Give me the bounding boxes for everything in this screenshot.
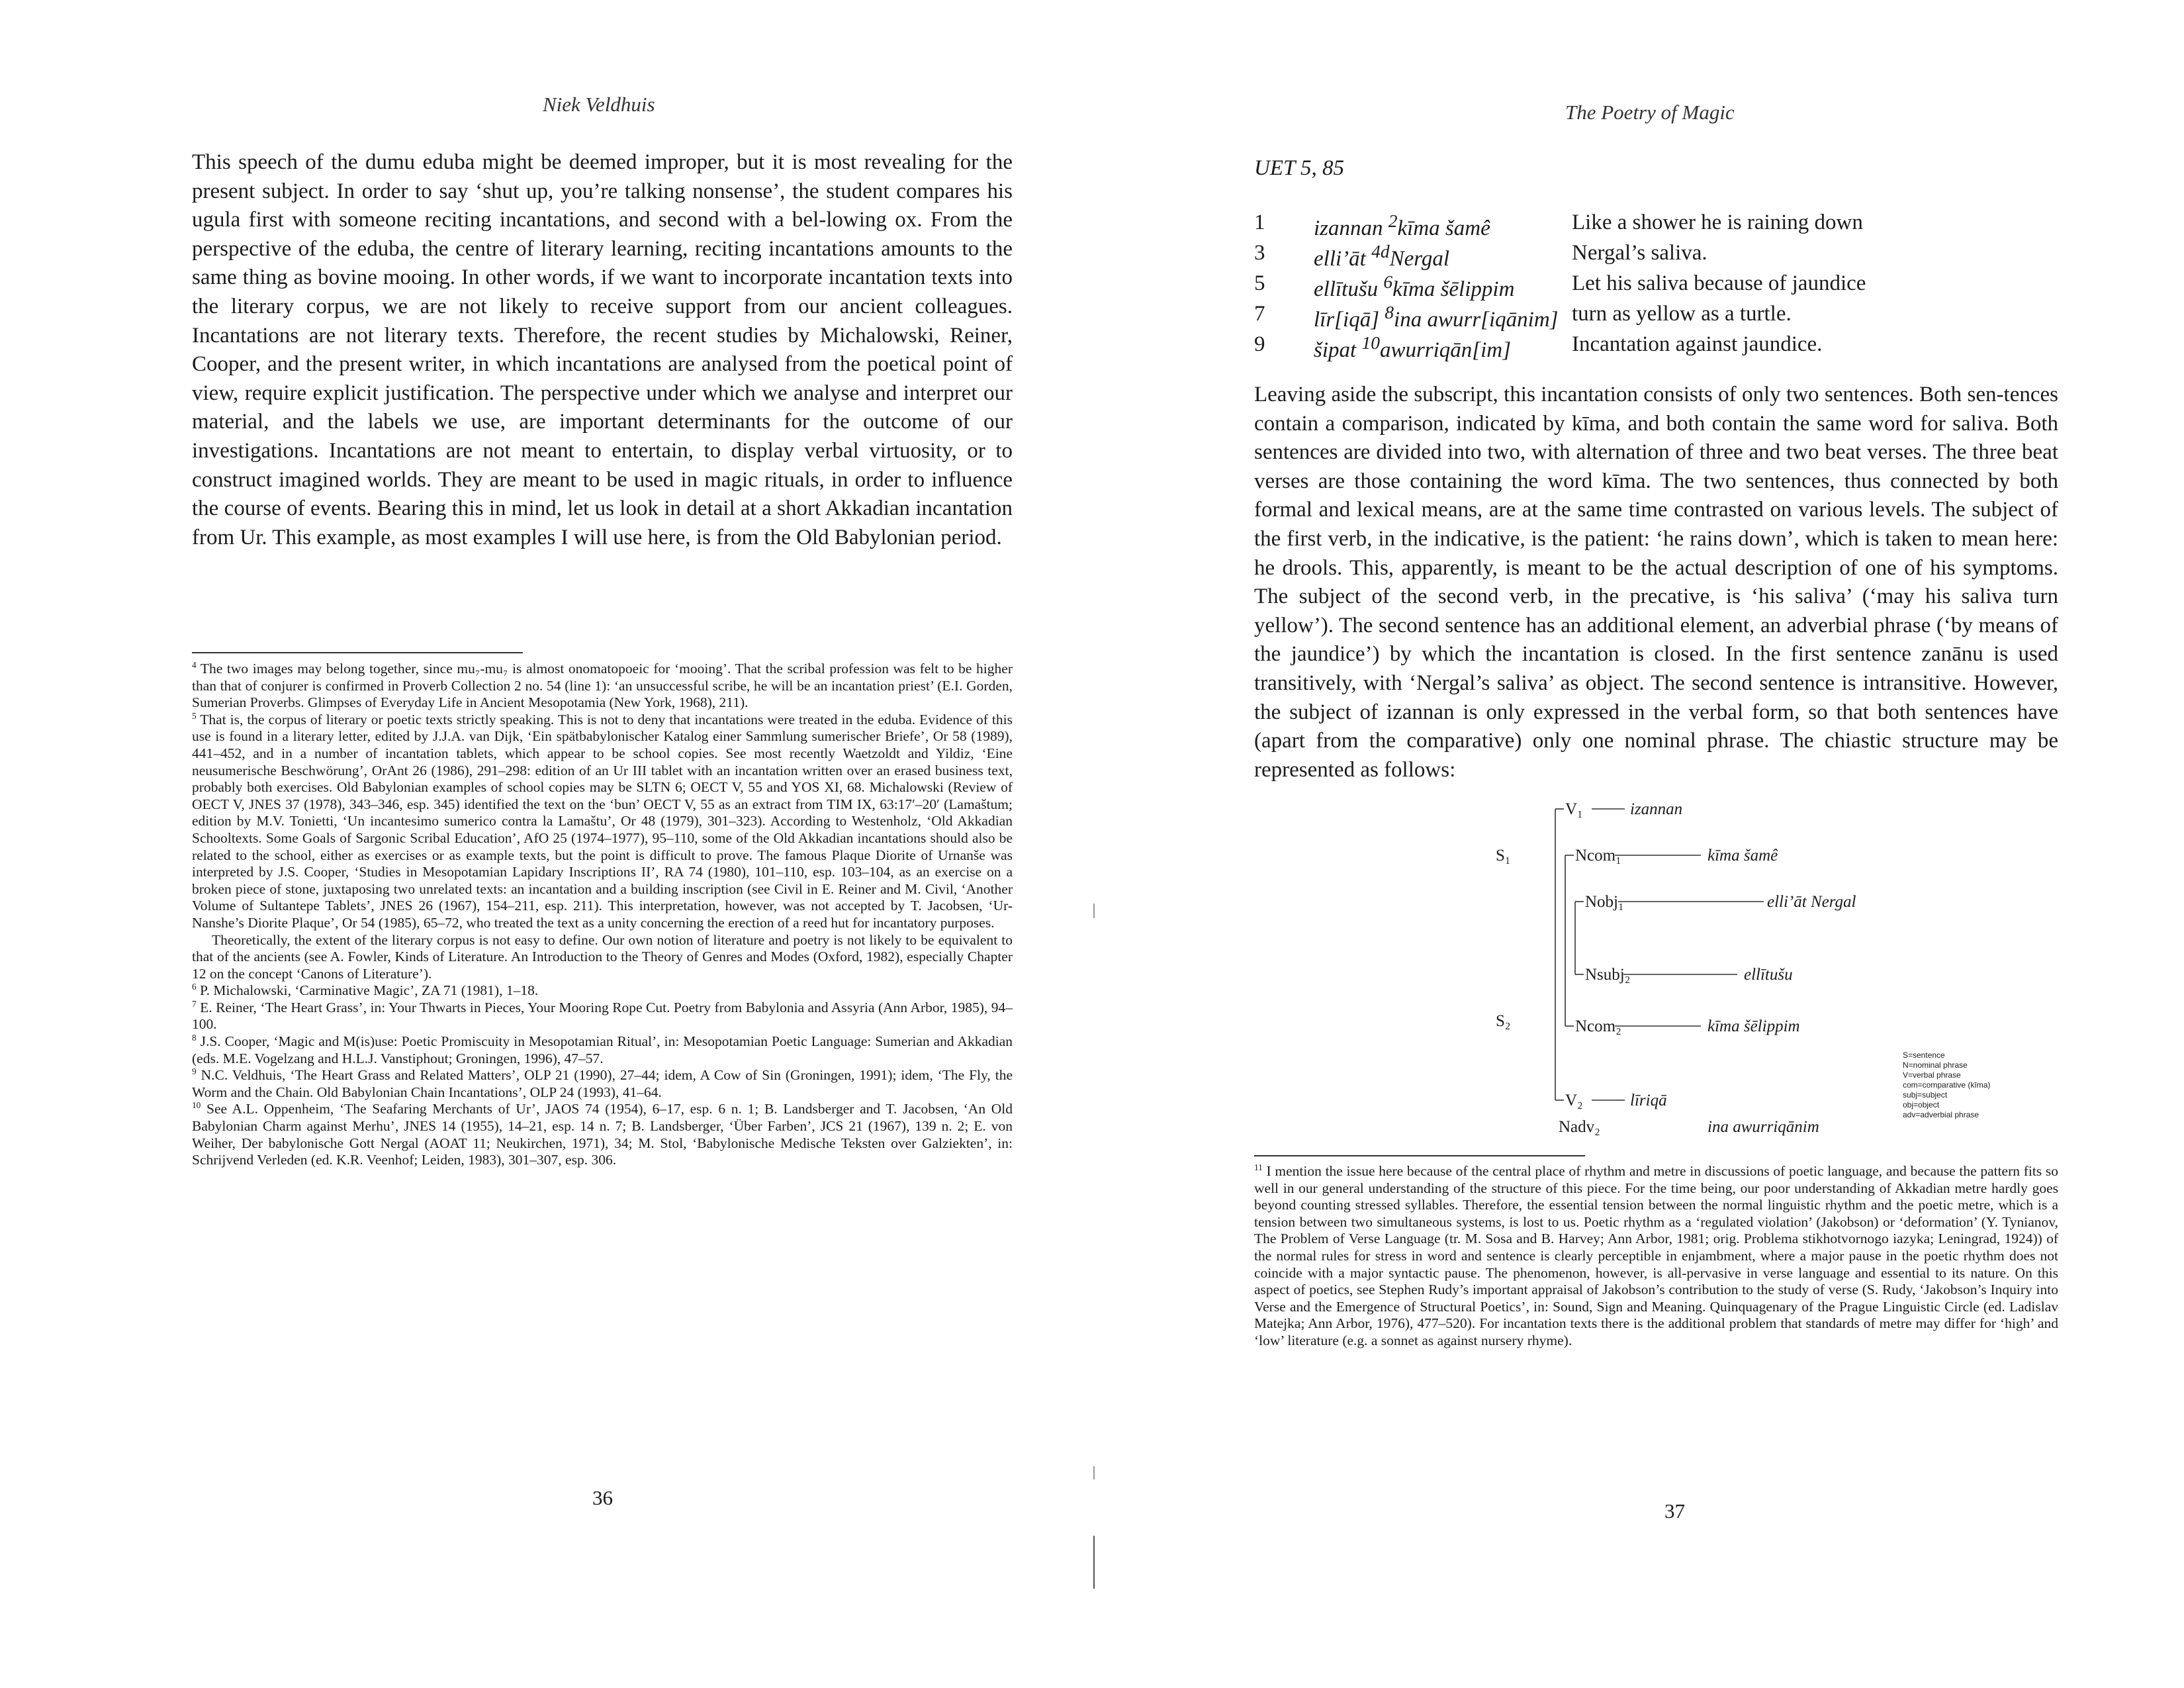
left-page-number: 36 xyxy=(592,1486,613,1509)
right-page-number: 37 xyxy=(1664,1499,1685,1523)
footnote-rule xyxy=(1254,1155,1585,1156)
verse-translation: Let his saliva because of jaundice xyxy=(1572,271,1866,295)
diagram-legend xyxy=(1903,1051,1990,1120)
diagram-word-ncom2: kīma šēlippim xyxy=(1707,1017,1800,1035)
verse-number: 5 xyxy=(1254,271,1265,295)
diagram-word-v2: līriqā xyxy=(1630,1092,1667,1109)
footnote-4: $^4$ The two images may belong together, since mu₇-mu₇ is almost onomatopoeic for ‘mooing’. That the scribal profession was felt to be higher than that of conjurer is confirmed in Proverb Collection 2 no. 54 (line 1): ‘an unsuccessful scribe, he will be an incantation priest’ (E.I. Gorden, Sumerian Proverbs. Glimpses of Everyday Life in Ancient Mesopotamia (New York, 1968), 211). xyxy=(192,659,1013,711)
left-running-head: Niek Veldhuis xyxy=(543,93,655,116)
diagram-word-ncom1: kīma šamê xyxy=(1707,847,1778,865)
legend-item: com=comparative (kīma) xyxy=(1903,1080,1991,1090)
verse-row xyxy=(1254,211,1866,241)
verse-translation: turn as yellow as a turtle. xyxy=(1572,302,1792,326)
verse-table xyxy=(1254,211,1866,363)
footnote-11: $^{11}$ I mention the issue here because of the central place of rhythm and metre in discussions of poetic language, and because the pattern fits so well in our general understanding of the structure of this piece. For the time being, our poor understanding of Akkadian metre hardly goes beyond counting stressed syllables. Therefore, the essential tension between the normal linguistic rhythm and the poetic metre, which is a tension between two simultaneous systems, is lost to us. Poetic rhythm as a ‘regulated violation’ (Jakobson) or ‘deformation’ (Y. Tynianov, The Problem of Verse Language (tr. M. Sosa and B. Harvey; Ann Arbor, 1981; orig. Problema stikhotvornogo iazyka; Leningrad, 1924)) of the normal rules for stress in word and sentence is clearly perceptible in enjambment, where a major pause in the poetic rhythm does not coincide with a major syntactic pause. The phenomenon, however, is all-pervasive in verse language and essential to its nature. On this aspect of poetics, see Stephen Rudy’s important appraisal of Jakobson’s contribution to the study of verse (S. Rudy, ‘Jakobson’s Inquiry into Verse and the Emergence of Structural Poetics’, in: Sound, Sign and Meaning. Quinquagenary of the Prague Linguistic Circle (ed. Ladislav Matejka; Ann Arbor, 1976), 477–520). For incantation texts there is the additional problem that standards of metre may differ for ‘high’ and ‘low’ literature (e.g. a sonnet as against nursery rhyme). xyxy=(1254,1162,2058,1348)
diagram-node-nadv2: Nadv₂ xyxy=(1559,1118,1600,1136)
footnote-9: $^9$ N.C. Veldhuis, ‘The Heart Grass and Related Matters’, OLP 21 (1990), 27–44; idem, A Cow of Sin (Groningen, 1991); idem, ‘The Fly, the Worm and the Chain. Old Babylonian Chain Incantations’, OLP 24 (1993), 41–64. xyxy=(192,1066,1013,1100)
chiastic-structure-diagram xyxy=(1347,794,1956,1139)
verse-number: 9 xyxy=(1254,332,1265,356)
footnote-rule xyxy=(192,652,523,653)
diagram-s2: S₂ xyxy=(1496,1012,1511,1030)
diagram-word-nobj1: elli’āt Nergal xyxy=(1767,893,1856,911)
right-body-paragraph: Leaving aside the subscript, this incantation consists of only two sentences. Both sen-tences contain a comparison, indicated by kīma, and both contain the same word for saliva. Both sentences are divided into two, with alternation of three and two beat verses. The three beat verses are those containing the word kīma. The two sentences, thus connected by both formal and lexical means, are at the same time contrasted on various levels. The subject of the first verb, in the indicative, is the patient: ‘he rains down’, which is taken to mean here: he drools. This, apparently, is meant to be the actual description of one of his symptoms. The subject of the second verb, in the precative, is ‘his saliva’ (‘may his saliva turn yellow’). The second sentence has an additional element, an adverbial phrase (‘by means of the jaundice’) by which the incantation is closed. In the first sentence zanānu is used transitively, with ‘Nergal’s saliva’ as object. The second sentence is intransitive. However, the subject of izannan is only expressed in the verbal form, so that both sentences have (apart from the comparative) only one nominal phrase. The chiastic structure may be represented as follows: xyxy=(1254,383,2058,782)
legend-item: S=sentence xyxy=(1903,1051,1945,1060)
tablet-reference: UET 5, 85 xyxy=(1254,156,1344,180)
footnote-5: $^5$ That is, the corpus of literary or poetic texts strictly speaking. This is not to deny that incantations were treated in the eduba. Evidence of this use is found in a literary letter, edited by J.J.A. van Dijk, ‘Ein spätbabylonischer Katalog einer Sammlung sumerischer Briefe’, Or 58 (1989), 441–452, and in a number of incantation tablets, which appear to be school copies. See most recently Waetzoldt and Yildiz, ‘Eine neusumerische Beschwörung’, OrAnt 26 (1986), 291–298: edition of an Ur III tablet with an incantation written over an erased business text, probably both exercises. Old Babylonian examples of school copies may be SLTN 6; OECT V, 55 and YOS XI, 68. Michalowski (Review of OECT V, JNES 37 (1978), 343–346, esp. 345) identified the text on the ‘bun’ OECT V, 55 as an extract from TIM IX, 63:17′–20′ (Lamaštum; edition by M.V. Tonietti, ‘Un incantesimo sumerico contra la Lamaštu’, Or 48 (1979), 301–323). According to Westenholz, ‘Old Akkadian Schooltexts. Some Goals of Sargonic Scribal Education’, AfO 25 (1974–1977), 95–110, some of the Old Akkadian incantations should also be related to the school, either as exercises or as example texts, but the point is difficult to prove. The famous Plaque Diorite of Urnanše was interpreted by J.S. Cooper, ‘Studies in Mesopotamian Lapidary Inscriptions II’, RA 74 (1980), 101–110, esp. 103–104, as an exercise on a broken piece of stone, juxtaposing two unrelated texts: an incantation and a building inscription (see Civil in E. Reiner and M. Civil, ‘Another Volume of Sultantepe Tablets’, JNES 26 (1967), 154–211, esp. 211). This interpretation, however, was not accepted by T. Jacobsen, ‘Ur-Nanshe’s Diorite Plaque’, Or 54 (1985), 65–72, who treated the text as a unity concerning the erection of a reed hut for incantatory purposes. xyxy=(192,710,1013,931)
right-running-head: The Poetry of Magic xyxy=(1565,101,1735,124)
legend-item: subj=subject xyxy=(1903,1090,1948,1100)
verse-akkadian: elli’āt $^{4d}$Nergal xyxy=(1314,241,1450,271)
diagram-word-nadv2: ina awurriqānim xyxy=(1707,1118,1819,1136)
verse-translation: Like a shower he is raining down xyxy=(1572,211,1863,234)
verse-row xyxy=(1254,332,1866,363)
left-footnotes xyxy=(192,661,1013,1169)
diagram-s1: S₁ xyxy=(1496,847,1511,865)
footnote-5-continued: Theoretically, the extent of the literary corpus is not easy to define. Our own notion of literature and poetry is not likely to be equivalent to that of the ancients (see A. Fowler, Kinds of Literature. An Introduction to the Theory of Genres and Modes (Oxford, 1982), especially Chapter 12 on the concept ‘Canons of Literature’). xyxy=(192,931,1013,982)
legend-item: V=verbal phrase xyxy=(1903,1070,1961,1080)
verse-row xyxy=(1254,302,1866,332)
footnote-7: $^7$ E. Reiner, ‘The Heart Grass’, in: Your Thwarts in Pieces, Your Mooring Rope Cut. Poetry from Babylonia and Assyria (Ann Arbor, 1985), 94–100. xyxy=(192,998,1013,1033)
footnote-8: $^8$ J.S. Cooper, ‘Magic and M(is)use: Poetic Promiscuity in Mesopotamian Ritual’, in: Mesopotamian Poetic Language: Sumerian and Akkadian (eds. M.E. Vogelzang and H.L.J. Vanstiphout; Groningen, 1996), 47–57. xyxy=(192,1032,1013,1066)
left-body-paragraph: This speech of the dumu eduba might be deemed improper, but it is most revealing for the present subject. In order to say ‘shut up, you’re talking nonsense’, the student compares his ugula first with someone reciting incantations, and second with a bel-lowing ox. From the perspective of the eduba, the centre of literary learning, reciting incantations amounts to the same thing as bovine mooing. In other words, if we want to incorporate incantation texts into the literary corpus, we are not likely to receive support from our ancient colleagues. Incantations are not literary texts. Therefore, the recent studies by Michalowski, Reiner, Cooper, and the present writer, in which incantations are analysed from the poetical point of view, require explicit justification. The perspective under which we analyse and interpret our material, and the labels we use, are important determinants for the outcome of our investigations. Incantations are not meant to entertain, to display verbal virtuosity, or to construct imagined worlds. They are meant to be used in magic rituals, in order to influence the course of events. Bearing this in mind, let us look in detail at a short Akkadian incantation from Ur. This example, as most examples I will use here, is from the Old Babylonian period. xyxy=(192,150,1013,549)
diagram-node-ncom1: Ncom₁ xyxy=(1575,847,1621,865)
legend-item: adv=adverbial phrase xyxy=(1903,1110,1979,1119)
verse-akkadian: izannan $^2$kīma šamê xyxy=(1314,211,1490,240)
legend-item: obj=object xyxy=(1903,1100,1940,1109)
diagram-node-v1: V₁ xyxy=(1565,800,1583,818)
verse-translation: Nergal’s saliva. xyxy=(1572,241,1707,265)
verse-number: 1 xyxy=(1254,211,1265,234)
right-page xyxy=(1092,0,2184,1688)
diagram-node-nsubj2: Nsubj₂ xyxy=(1585,966,1631,984)
footnote-6: $^6$ P. Michalowski, ‘Carminative Magic’, ZA 71 (1981), 1–18. xyxy=(192,982,539,999)
diagram-node-ncom2: Ncom₂ xyxy=(1575,1017,1621,1035)
verse-akkadian: ellītušu $^6$kīma šēlippim xyxy=(1314,271,1515,301)
footnote-10: $^{10}$ See A.L. Oppenheim, ‘The Seafaring Merchants of Ur’, JAOS 74 (1954), 6–17, esp. 6 n. 1; B. Landsberger and T. Jacobsen, ‘An Old Babylonian Charm against Merhu’, JNES 14 (1955), 14–21, esp. 14 n. 7; B. Landsberger, ‘Über Farben’, JCS 21 (1967), 139 n. 2; E. von Weiher, Der babylonische Gott Nergal (AOAT 11; Neukirchen, 1971), 34; M. Stol, ‘Babylonische Medische Teksten over Galziekten’, in: Schrijvend Verleden (ed. K.R. Veenhof; Leiden, 1983), 301–307, esp. 306. xyxy=(192,1100,1013,1168)
diagram-node-v2: V₂ xyxy=(1565,1092,1583,1109)
verse-row xyxy=(1254,241,1866,271)
diagram-word-v1: izannan xyxy=(1630,800,1683,818)
verse-row xyxy=(1254,271,1866,302)
legend-item: N=nominal phrase xyxy=(1903,1060,1968,1070)
diagram-node-nobj1: Nobj₁ xyxy=(1585,893,1624,911)
verse-akkadian: šipat $^{10}$awurriqān[im] xyxy=(1314,332,1511,362)
verse-translation: Incantation against jaundice. xyxy=(1572,332,1823,356)
verse-number: 7 xyxy=(1254,302,1265,326)
right-footnotes xyxy=(1254,1163,2058,1350)
verse-number: 3 xyxy=(1254,241,1265,265)
verse-akkadian: līr[iqā] $^8$ina awurr[iqānim] xyxy=(1314,302,1559,332)
diagram-word-nsubj2: ellītušu xyxy=(1744,966,1793,984)
